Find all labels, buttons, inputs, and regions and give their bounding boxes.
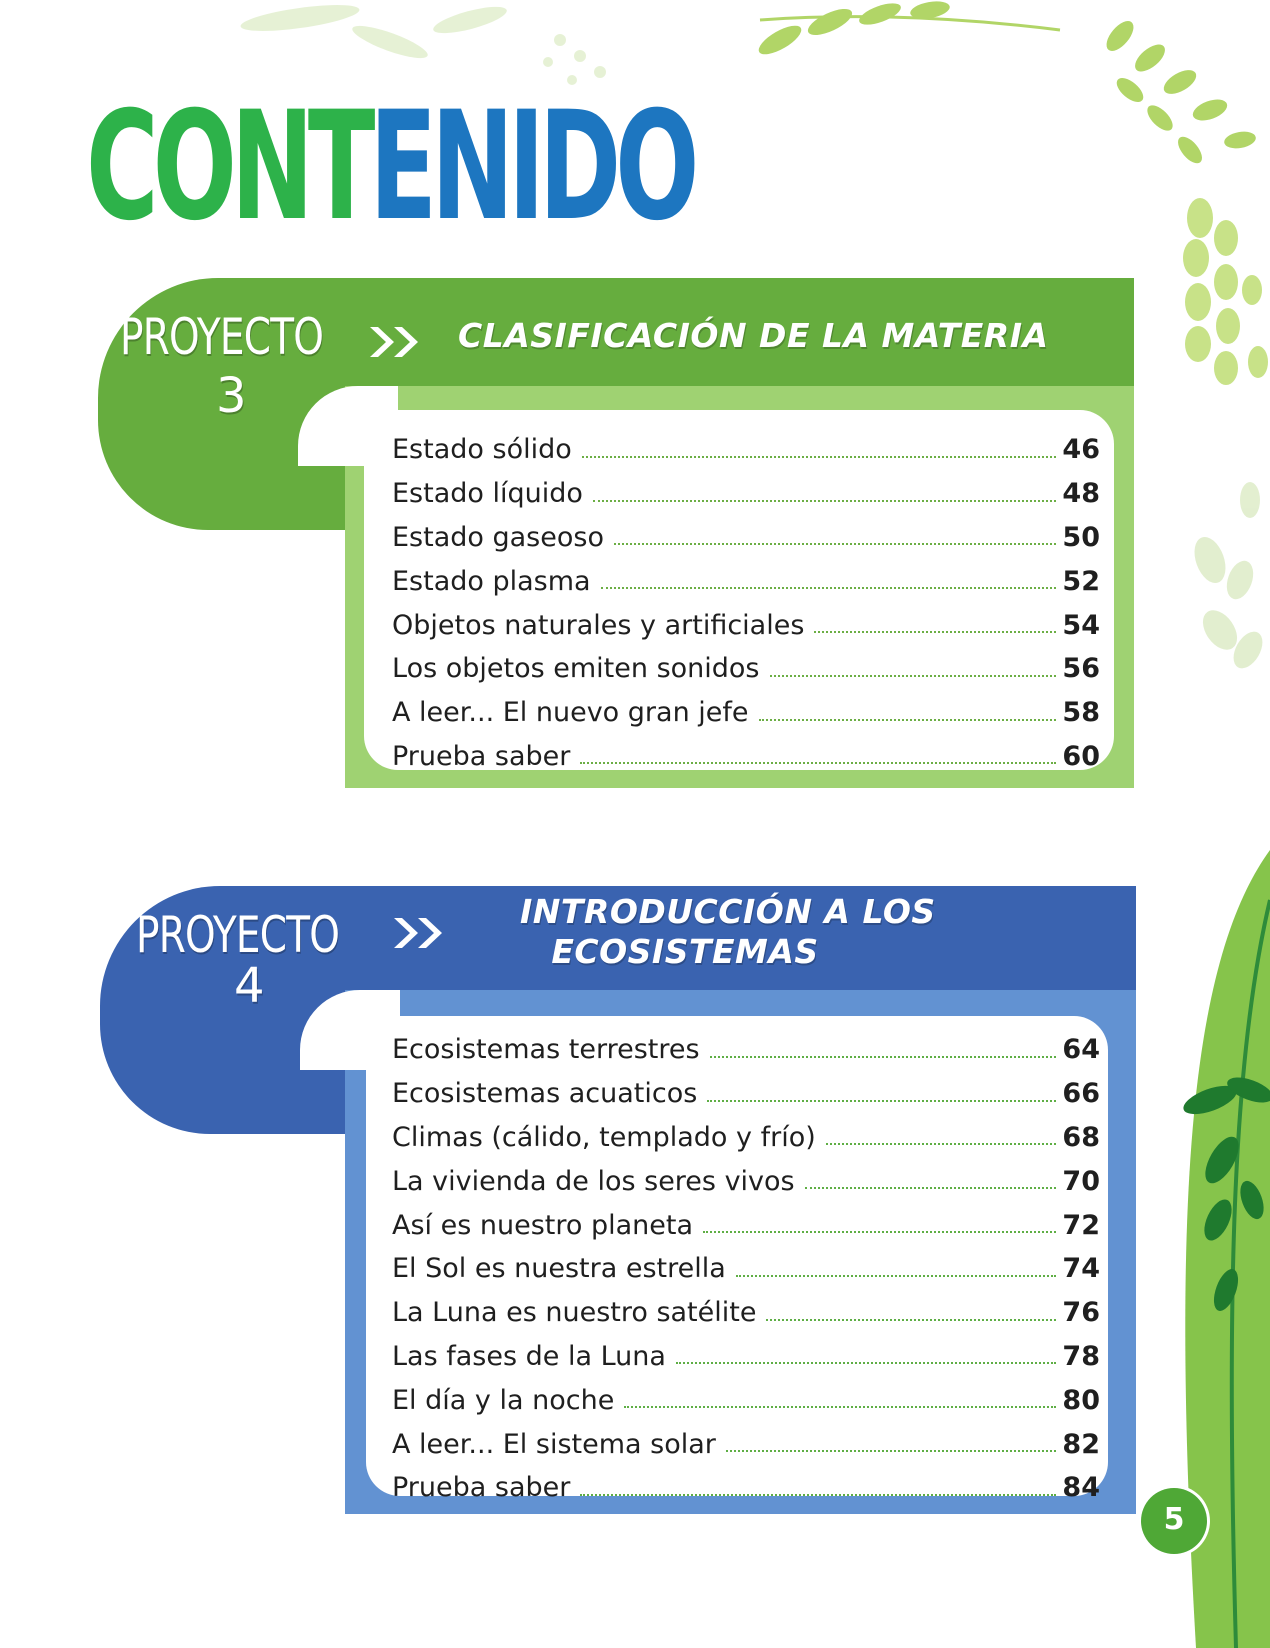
- toc-item-page: 54: [1062, 609, 1100, 641]
- toc-row[interactable]: [392, 511, 1100, 555]
- project-4-label: PROYECTO: [136, 906, 340, 964]
- toc-item-page: 52: [1062, 565, 1100, 597]
- toc-row[interactable]: [392, 1023, 1100, 1067]
- toc-item-page: 80: [1062, 1384, 1100, 1416]
- dotted-leader: [726, 1450, 1057, 1452]
- toc-row[interactable]: [392, 1111, 1100, 1155]
- dotted-leader: [580, 1494, 1056, 1496]
- toc-item-page: 82: [1062, 1428, 1100, 1460]
- toc-item-page: 66: [1062, 1078, 1100, 1110]
- toc-item-label: Prueba saber: [392, 1472, 571, 1504]
- toc-item-label: Prueba saber: [392, 740, 571, 772]
- toc-item-label: A leer... El nuevo gran jefe: [392, 697, 749, 729]
- project-3-number: 3: [216, 368, 247, 424]
- dotted-leader: [624, 1406, 1056, 1408]
- dotted-leader: [710, 1056, 1057, 1058]
- toc-item-label: Estado líquido: [392, 478, 583, 510]
- toc-item-page: 68: [1062, 1122, 1100, 1153]
- toc-row[interactable]: [392, 1242, 1100, 1286]
- toc-item-page: 56: [1062, 653, 1100, 685]
- toc-row[interactable]: [392, 1198, 1100, 1242]
- dotted-leader: [759, 719, 1057, 721]
- toc-item-page: 50: [1062, 522, 1100, 553]
- toc-item-label: Ecosistemas terrestres: [392, 1034, 700, 1066]
- toc-item-label: La vivienda de los seres vivos: [392, 1165, 795, 1197]
- toc-item-page: 76: [1062, 1297, 1100, 1329]
- toc-item-page: 46: [1062, 434, 1100, 466]
- toc-item-label: Climas (cálido, templado y frío): [392, 1122, 816, 1153]
- toc-item-page: 72: [1062, 1209, 1100, 1241]
- toc-item-label: Estado gaseoso: [392, 522, 604, 553]
- project-3-toc-list: [392, 423, 1100, 773]
- project-4-section: [100, 886, 1136, 1536]
- dotted-leader: [676, 1362, 1057, 1364]
- toc-row[interactable]: [392, 1330, 1100, 1374]
- double-chevron-right-icon: [368, 325, 426, 359]
- dotted-leader: [580, 762, 1056, 764]
- dotted-leader: [766, 1319, 1056, 1321]
- double-chevron-right-icon: [392, 916, 450, 950]
- project-4-toc-list: [392, 1023, 1100, 1505]
- dotted-leader: [814, 631, 1056, 633]
- toc-item-page: 64: [1062, 1034, 1100, 1066]
- toc-item-label: Los objetos emiten sonidos: [392, 653, 760, 685]
- dotted-leader: [826, 1143, 1057, 1145]
- dotted-leader: [601, 587, 1057, 589]
- project-3-section: [98, 278, 1134, 808]
- project-4-number: 4: [234, 958, 265, 1014]
- toc-item-label: Ecosistemas acuaticos: [392, 1078, 698, 1110]
- toc-item-page: 58: [1062, 697, 1100, 729]
- toc-row[interactable]: [392, 467, 1100, 511]
- toc-item-label: A leer... El sistema solar: [392, 1428, 716, 1460]
- dotted-leader: [707, 1100, 1056, 1102]
- dotted-leader: [582, 456, 1057, 458]
- project-4-title-line: ECOSISTEMAS: [551, 932, 819, 971]
- toc-item-label: Las fases de la Luna: [392, 1340, 666, 1372]
- dotted-leader: [614, 543, 1056, 545]
- toc-item-label: El Sol es nuestra estrella: [392, 1253, 726, 1285]
- dotted-leader: [736, 1275, 1057, 1277]
- toc-row[interactable]: [392, 1417, 1100, 1461]
- title-letter: N: [431, 80, 509, 254]
- toc-row[interactable]: [392, 423, 1100, 467]
- title-letter: N: [230, 80, 308, 254]
- toc-row[interactable]: [392, 1286, 1100, 1330]
- toc-item-page: 78: [1062, 1340, 1100, 1372]
- dotted-leader: [593, 500, 1057, 502]
- toc-row[interactable]: [392, 730, 1100, 774]
- toc-item-page: 74: [1062, 1253, 1100, 1285]
- dotted-leader: [805, 1187, 1057, 1189]
- project-3-title: [458, 316, 1049, 356]
- title-letter: E: [369, 80, 432, 254]
- title-letter: O: [152, 80, 231, 254]
- title-letter: D: [538, 80, 616, 254]
- toc-item-label: Objetos naturales y artificiales: [392, 609, 805, 641]
- project-3-title-line: CLASIFICACIÓN DE LA MATERIA: [458, 316, 1049, 355]
- title-letter: O: [615, 80, 694, 254]
- project-4-title: [520, 892, 936, 972]
- toc-item-label: Estado plasma: [392, 565, 591, 597]
- project-3-label: PROYECTO: [120, 308, 324, 366]
- dotted-leader: [703, 1231, 1056, 1233]
- toc-item-page: 84: [1062, 1472, 1100, 1504]
- title-letter: T: [307, 80, 370, 254]
- page-number-badge: [1141, 1488, 1207, 1554]
- toc-row[interactable]: [392, 642, 1100, 686]
- toc-item-label: Así es nuestro planeta: [392, 1209, 694, 1241]
- title-letter: C: [86, 80, 153, 254]
- page-number: 5: [1163, 1502, 1185, 1537]
- toc-item-label: Estado sólido: [392, 434, 572, 466]
- toc-item-page: 60: [1062, 740, 1100, 772]
- toc-item-label: La Luna es nuestro satélite: [392, 1297, 757, 1329]
- toc-row[interactable]: [392, 1154, 1100, 1198]
- title-letter: I: [508, 80, 539, 254]
- toc-item-page: 48: [1062, 478, 1100, 510]
- toc-row[interactable]: [392, 1461, 1100, 1505]
- toc-row[interactable]: [392, 554, 1100, 598]
- toc-row[interactable]: [392, 1067, 1100, 1111]
- project-4-title-line: INTRODUCCIÓN A LOS: [520, 892, 936, 931]
- toc-row[interactable]: [392, 686, 1100, 730]
- toc-row[interactable]: [392, 598, 1100, 642]
- dotted-leader: [770, 675, 1057, 677]
- toc-row[interactable]: [392, 1373, 1100, 1417]
- page-title: [86, 80, 694, 254]
- toc-item-page: 70: [1062, 1165, 1100, 1197]
- toc-item-label: El día y la noche: [392, 1384, 615, 1416]
